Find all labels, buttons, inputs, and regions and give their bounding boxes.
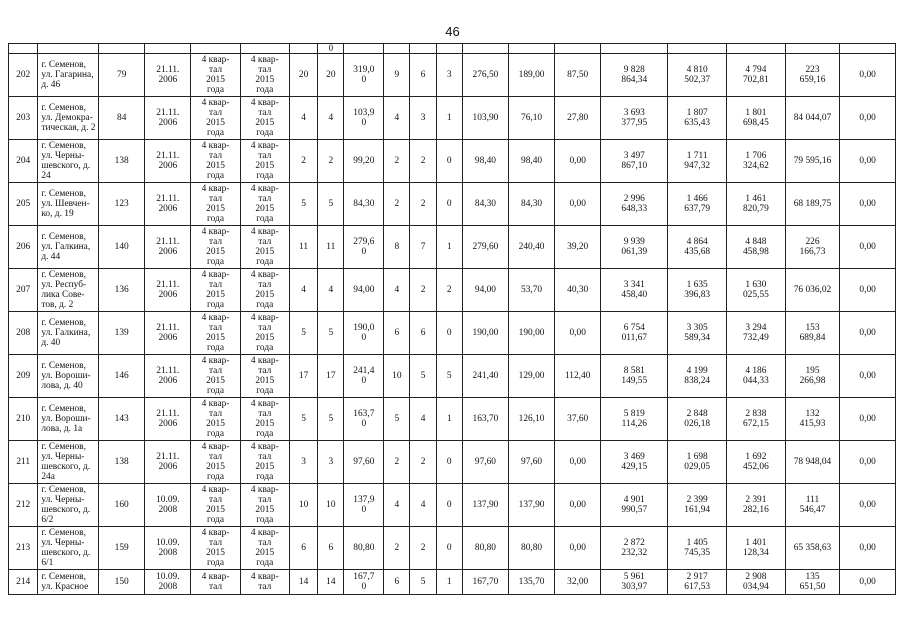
residents-resettled-cell: 5 xyxy=(318,398,344,441)
rooms-private-cell: 6 xyxy=(410,312,436,355)
row-number: 202 xyxy=(9,54,38,97)
plan-quarter-cell: 4 квар- тал 2015 года xyxy=(191,269,240,312)
regional-cost-cell: 2 391 282,16 xyxy=(727,484,786,527)
resettled-area-cell: 190,00 xyxy=(462,312,508,355)
date-cell: 21.11. 2006 xyxy=(145,140,191,183)
residents-resettled-cell: 14 xyxy=(318,570,344,595)
residents-count-cell: 4 xyxy=(289,97,317,140)
residents-resettled-cell: 20 xyxy=(318,54,344,97)
rooms-count-cell: 10 xyxy=(384,355,410,398)
table-row xyxy=(9,398,896,441)
extra-cost-cell: 0,00 xyxy=(840,484,896,527)
plan-quarter-cell: 4 квар- тал xyxy=(191,570,240,595)
top-cell xyxy=(508,44,554,54)
fact-quarter-cell: 4 квар- тал 2015 года xyxy=(240,484,289,527)
row-number: 213 xyxy=(9,527,38,570)
plan-quarter-cell: 4 квар- тал 2015 года xyxy=(191,97,240,140)
rooms-count-cell: 5 xyxy=(384,398,410,441)
rooms-municipal-cell: 0 xyxy=(436,140,462,183)
top-cell xyxy=(344,44,384,54)
resettled-area-cell: 241,40 xyxy=(462,355,508,398)
plan-quarter-cell: 4 квар- тал 2015 года xyxy=(191,183,240,226)
area-cell: 103,9 0 xyxy=(344,97,384,140)
date-cell: 21.11. 2006 xyxy=(145,312,191,355)
total-cost-cell: 9 939 061,39 xyxy=(601,226,668,269)
area-cell: 190,0 0 xyxy=(344,312,384,355)
area-cell: 319,0 0 xyxy=(344,54,384,97)
private-area-cell: 189,00 xyxy=(508,54,554,97)
date-cell: 21.11. 2006 xyxy=(145,355,191,398)
regional-cost-cell: 1 801 698,45 xyxy=(727,97,786,140)
row-number: 211 xyxy=(9,441,38,484)
address-cell: г. Семенов, ул. Черны- шевского, д. 6/2 xyxy=(38,484,99,527)
rooms-private-cell: 2 xyxy=(410,527,436,570)
rooms-municipal-cell: 2 xyxy=(436,269,462,312)
residents-count-cell: 11 xyxy=(289,226,317,269)
residents-resettled-cell: 17 xyxy=(318,355,344,398)
address-cell: г. Семенов, ул. Вороши- лова, д. 40 xyxy=(38,355,99,398)
extra-cost-cell: 0,00 xyxy=(840,140,896,183)
regional-cost-cell: 1 630 025,55 xyxy=(727,269,786,312)
rooms-count-cell: 2 xyxy=(384,140,410,183)
area-cell: 163,7 0 xyxy=(344,398,384,441)
house-number-cell: 138 xyxy=(99,441,145,484)
address-cell: г. Семенов, ул. Черны- шевского, д. 6/1 xyxy=(38,527,99,570)
date-cell: 21.11. 2006 xyxy=(145,183,191,226)
municipal-area-cell: 40,30 xyxy=(555,269,601,312)
row-number: 206 xyxy=(9,226,38,269)
table-row xyxy=(9,441,896,484)
private-area-cell: 190,00 xyxy=(508,312,554,355)
plan-quarter-cell: 4 квар- тал 2015 года xyxy=(191,441,240,484)
rooms-private-cell: 2 xyxy=(410,140,436,183)
fact-quarter-cell: 4 квар- тал 2015 года xyxy=(240,441,289,484)
house-number-cell: 160 xyxy=(99,484,145,527)
house-number-cell: 79 xyxy=(99,54,145,97)
residents-resettled-cell: 11 xyxy=(318,226,344,269)
top-cell xyxy=(727,44,786,54)
date-cell: 21.11. 2006 xyxy=(145,97,191,140)
house-number-cell: 123 xyxy=(99,183,145,226)
residents-count-cell: 5 xyxy=(289,183,317,226)
resettled-area-cell: 137,90 xyxy=(462,484,508,527)
private-area-cell: 135,70 xyxy=(508,570,554,595)
total-cost-cell: 3 693 377,95 xyxy=(601,97,668,140)
rooms-private-cell: 6 xyxy=(410,54,436,97)
rooms-count-cell: 9 xyxy=(384,54,410,97)
municipal-area-cell: 0,00 xyxy=(555,183,601,226)
table-row xyxy=(9,269,896,312)
local-cost-cell: 153 689,84 xyxy=(785,312,840,355)
top-cell xyxy=(384,44,410,54)
area-cell: 167,7 0 xyxy=(344,570,384,595)
municipal-area-cell: 0,00 xyxy=(555,441,601,484)
address-cell: г. Семенов, ул. Галкина, д. 40 xyxy=(38,312,99,355)
fund-cost-cell: 4 810 502,37 xyxy=(668,54,727,97)
table-row xyxy=(9,312,896,355)
rooms-municipal-cell: 5 xyxy=(436,355,462,398)
extra-cost-cell: 0,00 xyxy=(840,54,896,97)
rooms-count-cell: 2 xyxy=(384,441,410,484)
regional-cost-cell: 2 908 034,94 xyxy=(727,570,786,595)
total-cost-cell: 2 872 232,32 xyxy=(601,527,668,570)
total-cost-cell: 3 341 458,40 xyxy=(601,269,668,312)
housing-register-table xyxy=(8,43,896,595)
private-area-cell: 53,70 xyxy=(508,269,554,312)
area-cell: 80,80 xyxy=(344,527,384,570)
rooms-private-cell: 2 xyxy=(410,441,436,484)
row-number: 207 xyxy=(9,269,38,312)
house-number-cell: 138 xyxy=(99,140,145,183)
local-cost-cell: 135 651,50 xyxy=(785,570,840,595)
municipal-area-cell: 0,00 xyxy=(555,527,601,570)
top-cell: 0 xyxy=(318,44,344,54)
fund-cost-cell: 1 405 745,35 xyxy=(668,527,727,570)
private-area-cell: 126,10 xyxy=(508,398,554,441)
house-number-cell: 159 xyxy=(99,527,145,570)
house-number-cell: 140 xyxy=(99,226,145,269)
rooms-municipal-cell: 1 xyxy=(436,97,462,140)
rooms-count-cell: 4 xyxy=(384,269,410,312)
private-area-cell: 76,10 xyxy=(508,97,554,140)
private-area-cell: 80,80 xyxy=(508,527,554,570)
regional-cost-cell: 3 294 732,49 xyxy=(727,312,786,355)
extra-cost-cell: 0,00 xyxy=(840,312,896,355)
area-cell: 99,20 xyxy=(344,140,384,183)
fact-quarter-cell: 4 квар- тал 2015 года xyxy=(240,140,289,183)
resettled-area-cell: 84,30 xyxy=(462,183,508,226)
rooms-count-cell: 4 xyxy=(384,97,410,140)
local-cost-cell: 84 044,07 xyxy=(785,97,840,140)
fund-cost-cell: 3 305 589,34 xyxy=(668,312,727,355)
house-number-cell: 146 xyxy=(99,355,145,398)
table-row xyxy=(9,226,896,269)
municipal-area-cell: 32,00 xyxy=(555,570,601,595)
row-number: 214 xyxy=(9,570,38,595)
local-cost-cell: 79 595,16 xyxy=(785,140,840,183)
rooms-municipal-cell: 0 xyxy=(436,527,462,570)
plan-quarter-cell: 4 квар- тал 2015 года xyxy=(191,312,240,355)
fact-quarter-cell: 4 квар- тал 2015 года xyxy=(240,527,289,570)
address-cell: г. Семенов, ул. Шевчен- ко, д. 19 xyxy=(38,183,99,226)
total-cost-cell: 5 819 114,26 xyxy=(601,398,668,441)
area-cell: 241,4 0 xyxy=(344,355,384,398)
address-cell: г. Семенов, ул. Черны- шевского, д. 24а xyxy=(38,441,99,484)
residents-resettled-cell: 5 xyxy=(318,312,344,355)
extra-cost-cell: 0,00 xyxy=(840,398,896,441)
regional-cost-cell: 1 706 324,62 xyxy=(727,140,786,183)
plan-quarter-cell: 4 квар- тал 2015 года xyxy=(191,54,240,97)
rooms-private-cell: 4 xyxy=(410,484,436,527)
top-cell xyxy=(191,44,240,54)
residents-count-cell: 6 xyxy=(289,527,317,570)
residents-resettled-cell: 3 xyxy=(318,441,344,484)
municipal-area-cell: 0,00 xyxy=(555,140,601,183)
private-area-cell: 84,30 xyxy=(508,183,554,226)
area-cell: 279,6 0 xyxy=(344,226,384,269)
fund-cost-cell: 2 917 617,53 xyxy=(668,570,727,595)
municipal-area-cell: 87,50 xyxy=(555,54,601,97)
resettled-area-cell: 94,00 xyxy=(462,269,508,312)
extra-cost-cell: 0,00 xyxy=(840,527,896,570)
top-cell xyxy=(555,44,601,54)
residents-resettled-cell: 4 xyxy=(318,97,344,140)
table-row xyxy=(9,97,896,140)
date-cell: 21.11. 2006 xyxy=(145,54,191,97)
residents-count-cell: 5 xyxy=(289,312,317,355)
resettled-area-cell: 98,40 xyxy=(462,140,508,183)
date-cell: 21.11. 2006 xyxy=(145,226,191,269)
plan-quarter-cell: 4 квар- тал 2015 года xyxy=(191,484,240,527)
rooms-private-cell: 2 xyxy=(410,269,436,312)
total-cost-cell: 3 497 867,10 xyxy=(601,140,668,183)
local-cost-cell: 68 189,75 xyxy=(785,183,840,226)
local-cost-cell: 76 036,02 xyxy=(785,269,840,312)
residents-count-cell: 3 xyxy=(289,441,317,484)
table-row xyxy=(9,527,896,570)
fund-cost-cell: 1 635 396,83 xyxy=(668,269,727,312)
extra-cost-cell: 0,00 xyxy=(840,570,896,595)
regional-cost-cell: 1 461 820,79 xyxy=(727,183,786,226)
municipal-area-cell: 37,60 xyxy=(555,398,601,441)
private-area-cell: 98,40 xyxy=(508,140,554,183)
local-cost-cell: 132 415,93 xyxy=(785,398,840,441)
fund-cost-cell: 1 711 947,32 xyxy=(668,140,727,183)
residents-resettled-cell: 10 xyxy=(318,484,344,527)
residents-count-cell: 14 xyxy=(289,570,317,595)
residents-resettled-cell: 5 xyxy=(318,183,344,226)
rooms-private-cell: 7 xyxy=(410,226,436,269)
residents-count-cell: 20 xyxy=(289,54,317,97)
address-cell: г. Семенов, ул. Красное xyxy=(38,570,99,595)
top-cell xyxy=(601,44,668,54)
table-row xyxy=(9,355,896,398)
house-number-cell: 143 xyxy=(99,398,145,441)
residents-resettled-cell: 6 xyxy=(318,527,344,570)
fund-cost-cell: 1 466 637,79 xyxy=(668,183,727,226)
house-number-cell: 139 xyxy=(99,312,145,355)
top-cell xyxy=(99,44,145,54)
date-cell: 21.11. 2006 xyxy=(145,269,191,312)
table-row xyxy=(9,183,896,226)
local-cost-cell: 78 948,04 xyxy=(785,441,840,484)
area-cell: 94,00 xyxy=(344,269,384,312)
residents-count-cell: 2 xyxy=(289,140,317,183)
private-area-cell: 137,90 xyxy=(508,484,554,527)
extra-cost-cell: 0,00 xyxy=(840,183,896,226)
local-cost-cell: 65 358,63 xyxy=(785,527,840,570)
resettled-area-cell: 80,80 xyxy=(462,527,508,570)
top-cell xyxy=(785,44,840,54)
rooms-municipal-cell: 3 xyxy=(436,54,462,97)
fact-quarter-cell: 4 квар- тал 2015 года xyxy=(240,269,289,312)
date-cell: 10.09. 2008 xyxy=(145,570,191,595)
regional-cost-cell: 1 401 128,34 xyxy=(727,527,786,570)
fact-quarter-cell: 4 квар- тал 2015 года xyxy=(240,97,289,140)
area-cell: 97,60 xyxy=(344,441,384,484)
area-cell: 84,30 xyxy=(344,183,384,226)
table-row xyxy=(9,140,896,183)
total-cost-cell: 2 996 648,33 xyxy=(601,183,668,226)
rooms-municipal-cell: 0 xyxy=(436,441,462,484)
total-cost-cell: 5 961 303,97 xyxy=(601,570,668,595)
resettled-area-cell: 103,90 xyxy=(462,97,508,140)
table-row xyxy=(9,570,896,595)
residents-count-cell: 5 xyxy=(289,398,317,441)
fund-cost-cell: 2 848 026,18 xyxy=(668,398,727,441)
resettled-area-cell: 167,70 xyxy=(462,570,508,595)
continuation-header-row xyxy=(9,44,896,54)
house-number-cell: 136 xyxy=(99,269,145,312)
residents-count-cell: 10 xyxy=(289,484,317,527)
fund-cost-cell: 1 807 635,43 xyxy=(668,97,727,140)
residents-resettled-cell: 2 xyxy=(318,140,344,183)
municipal-area-cell: 27,80 xyxy=(555,97,601,140)
table-row xyxy=(9,484,896,527)
resettled-area-cell: 163,70 xyxy=(462,398,508,441)
regional-cost-cell: 4 186 044,33 xyxy=(727,355,786,398)
top-cell xyxy=(9,44,38,54)
fund-cost-cell: 4 864 435,68 xyxy=(668,226,727,269)
rooms-municipal-cell: 1 xyxy=(436,570,462,595)
resettled-area-cell: 279,60 xyxy=(462,226,508,269)
extra-cost-cell: 0,00 xyxy=(840,97,896,140)
row-number: 209 xyxy=(9,355,38,398)
residents-count-cell: 17 xyxy=(289,355,317,398)
top-cell xyxy=(38,44,99,54)
date-cell: 10.09. 2008 xyxy=(145,527,191,570)
fund-cost-cell: 2 399 161,94 xyxy=(668,484,727,527)
rooms-municipal-cell: 0 xyxy=(436,312,462,355)
private-area-cell: 97,60 xyxy=(508,441,554,484)
top-cell xyxy=(289,44,317,54)
private-area-cell: 240,40 xyxy=(508,226,554,269)
fund-cost-cell: 1 698 029,05 xyxy=(668,441,727,484)
address-cell: г. Семенов, ул. Черны- шевского, д. 24 xyxy=(38,140,99,183)
plan-quarter-cell: 4 квар- тал 2015 года xyxy=(191,226,240,269)
rooms-municipal-cell: 1 xyxy=(436,226,462,269)
top-cell xyxy=(240,44,289,54)
fact-quarter-cell: 4 квар- тал 2015 года xyxy=(240,54,289,97)
residents-resettled-cell: 4 xyxy=(318,269,344,312)
municipal-area-cell: 39,20 xyxy=(555,226,601,269)
top-cell xyxy=(410,44,436,54)
row-number: 212 xyxy=(9,484,38,527)
municipal-area-cell: 112,40 xyxy=(555,355,601,398)
rooms-municipal-cell: 1 xyxy=(436,398,462,441)
rooms-private-cell: 4 xyxy=(410,398,436,441)
private-area-cell: 129,00 xyxy=(508,355,554,398)
rooms-count-cell: 4 xyxy=(384,484,410,527)
fund-cost-cell: 4 199 838,24 xyxy=(668,355,727,398)
local-cost-cell: 223 659,16 xyxy=(785,54,840,97)
regional-cost-cell: 1 692 452,06 xyxy=(727,441,786,484)
row-number: 208 xyxy=(9,312,38,355)
plan-quarter-cell: 4 квар- тал 2015 года xyxy=(191,140,240,183)
municipal-area-cell: 0,00 xyxy=(555,484,601,527)
table-row xyxy=(9,54,896,97)
address-cell: г. Семенов, ул. Демокра- тическая, д. 2 xyxy=(38,97,99,140)
rooms-count-cell: 6 xyxy=(384,312,410,355)
row-number: 204 xyxy=(9,140,38,183)
fact-quarter-cell: 4 квар- тал 2015 года xyxy=(240,398,289,441)
address-cell: г. Семенов, ул. Гагарина, д. 46 xyxy=(38,54,99,97)
top-cell xyxy=(462,44,508,54)
total-cost-cell: 4 901 990,57 xyxy=(601,484,668,527)
resettled-area-cell: 97,60 xyxy=(462,441,508,484)
extra-cost-cell: 0,00 xyxy=(840,226,896,269)
date-cell: 21.11. 2006 xyxy=(145,398,191,441)
date-cell: 10.09. 2008 xyxy=(145,484,191,527)
total-cost-cell: 8 581 149,55 xyxy=(601,355,668,398)
page-number: 46 xyxy=(445,24,460,39)
address-cell: г. Семенов, ул. Галкина, д. 44 xyxy=(38,226,99,269)
residents-count-cell: 4 xyxy=(289,269,317,312)
resettled-area-cell: 276,50 xyxy=(462,54,508,97)
row-number: 210 xyxy=(9,398,38,441)
top-cell xyxy=(145,44,191,54)
area-cell: 137,9 0 xyxy=(344,484,384,527)
top-cell xyxy=(436,44,462,54)
regional-cost-cell: 4 848 458,98 xyxy=(727,226,786,269)
local-cost-cell: 226 166,73 xyxy=(785,226,840,269)
regional-cost-cell: 4 794 702,81 xyxy=(727,54,786,97)
address-cell: г. Семенов, ул. Респуб- лика Сове- тов, д. 2 xyxy=(38,269,99,312)
rooms-private-cell: 5 xyxy=(410,570,436,595)
rooms-municipal-cell: 0 xyxy=(436,183,462,226)
house-number-cell: 84 xyxy=(99,97,145,140)
rooms-count-cell: 2 xyxy=(384,527,410,570)
row-number: 205 xyxy=(9,183,38,226)
fact-quarter-cell: 4 квар- тал 2015 года xyxy=(240,226,289,269)
local-cost-cell: 195 266,98 xyxy=(785,355,840,398)
extra-cost-cell: 0,00 xyxy=(840,269,896,312)
house-number-cell: 150 xyxy=(99,570,145,595)
plan-quarter-cell: 4 квар- тал 2015 года xyxy=(191,527,240,570)
total-cost-cell: 3 469 429,15 xyxy=(601,441,668,484)
date-cell: 21.11. 2006 xyxy=(145,441,191,484)
total-cost-cell: 6 754 011,67 xyxy=(601,312,668,355)
fact-quarter-cell: 4 квар- тал 2015 года xyxy=(240,312,289,355)
fact-quarter-cell: 4 квар- тал xyxy=(240,570,289,595)
rooms-private-cell: 3 xyxy=(410,97,436,140)
rooms-private-cell: 2 xyxy=(410,183,436,226)
rooms-private-cell: 5 xyxy=(410,355,436,398)
plan-quarter-cell: 4 квар- тал 2015 года xyxy=(191,355,240,398)
fact-quarter-cell: 4 квар- тал 2015 года xyxy=(240,183,289,226)
total-cost-cell: 9 828 864,34 xyxy=(601,54,668,97)
rooms-count-cell: 2 xyxy=(384,183,410,226)
rooms-count-cell: 8 xyxy=(384,226,410,269)
municipal-area-cell: 0,00 xyxy=(555,312,601,355)
regional-cost-cell: 2 838 672,15 xyxy=(727,398,786,441)
row-number: 203 xyxy=(9,97,38,140)
top-cell xyxy=(668,44,727,54)
plan-quarter-cell: 4 квар- тал 2015 года xyxy=(191,398,240,441)
extra-cost-cell: 0,00 xyxy=(840,441,896,484)
rooms-count-cell: 6 xyxy=(384,570,410,595)
fact-quarter-cell: 4 квар- тал 2015 года xyxy=(240,355,289,398)
local-cost-cell: 111 546,47 xyxy=(785,484,840,527)
address-cell: г. Семенов, ул. Вороши- лова, д. 1а xyxy=(38,398,99,441)
rooms-municipal-cell: 0 xyxy=(436,484,462,527)
top-cell xyxy=(840,44,896,54)
extra-cost-cell: 0,00 xyxy=(840,355,896,398)
